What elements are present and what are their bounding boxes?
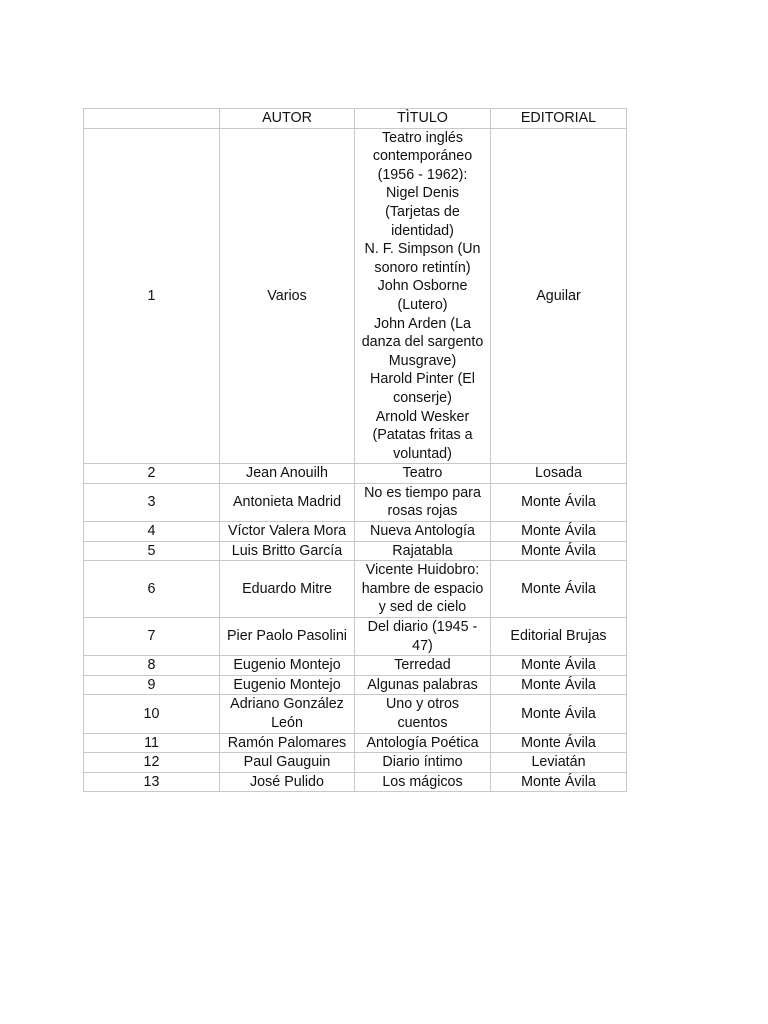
cell-number: 6: [84, 561, 220, 618]
titulo-line: Arnold Wesker (Patatas fritas a voluntad): [372, 408, 473, 462]
cell-editorial: Aguilar: [491, 128, 627, 464]
cell-autor: Eduardo Mitre: [220, 561, 355, 618]
cell-autor: Eugenio Montejo: [220, 656, 355, 676]
cell-editorial: Leviatán: [491, 753, 627, 773]
titulo-line: Teatro inglés contemporáneo (1956 - 1962):: [372, 129, 473, 183]
cell-titulo: Antología Poética: [355, 733, 491, 753]
cell-editorial: Editorial Brujas: [491, 618, 627, 656]
cell-editorial: Monte Ávila: [491, 541, 627, 561]
cell-editorial: Monte Ávila: [491, 561, 627, 618]
table-row: [84, 128, 627, 464]
cell-autor: Antonieta Madrid: [220, 483, 355, 521]
cell-autor: Víctor Valera Mora: [220, 522, 355, 542]
cell-autor: Jean Anouilh: [220, 464, 355, 484]
cell-editorial: Monte Ávila: [491, 522, 627, 542]
cell-autor: Paul Gauguin: [220, 753, 355, 773]
table-row: [84, 522, 627, 542]
cell-titulo: Algunas palabras: [355, 675, 491, 695]
cell-autor: Varios: [220, 128, 355, 464]
books-table: [83, 108, 627, 792]
table-row: [84, 541, 627, 561]
titulo-line: N. F. Simpson (Un sonoro retintín): [364, 241, 481, 276]
cell-editorial: Monte Ávila: [491, 772, 627, 792]
cell-titulo: [355, 128, 491, 464]
table-header-row: [84, 109, 627, 129]
table-body: [84, 128, 627, 792]
cell-titulo: Vicente Huidobro: hambre de espacio y sed de cielo: [355, 561, 491, 618]
cell-number: 11: [84, 733, 220, 753]
cell-titulo: Diario íntimo: [355, 753, 491, 773]
cell-editorial: Monte Ávila: [491, 733, 627, 753]
titulo-line: John Osborne (Lutero): [377, 278, 468, 313]
titulo-line: Nigel Denis (Tarjetas de identidad): [385, 185, 460, 239]
cell-titulo: Rajatabla: [355, 541, 491, 561]
table-row: [84, 618, 627, 656]
header-number: [84, 109, 220, 129]
cell-number: 1: [84, 128, 220, 464]
cell-number: 4: [84, 522, 220, 542]
cell-editorial: Monte Ávila: [491, 695, 627, 733]
header-titulo: TÌTULO: [355, 109, 491, 129]
titulo-line: John Arden (La danza del sargento Musgrave): [361, 315, 484, 369]
cell-titulo: No es tiempo para rosas rojas: [355, 483, 491, 521]
table-row: [84, 675, 627, 695]
table-row: [84, 656, 627, 676]
table-row: [84, 772, 627, 792]
header-editorial: EDITORIAL: [491, 109, 627, 129]
cell-number: 5: [84, 541, 220, 561]
cell-titulo: Uno y otros cuentos: [355, 695, 491, 733]
cell-number: 8: [84, 656, 220, 676]
cell-number: 3: [84, 483, 220, 521]
table-row: [84, 733, 627, 753]
cell-autor: Ramón Palomares: [220, 733, 355, 753]
cell-editorial: Monte Ávila: [491, 483, 627, 521]
cell-number: 10: [84, 695, 220, 733]
cell-titulo: Teatro: [355, 464, 491, 484]
cell-autor: Luis Britto García: [220, 541, 355, 561]
cell-titulo: Nueva Antología: [355, 522, 491, 542]
cell-number: 12: [84, 753, 220, 773]
cell-autor: Pier Paolo Pasolini: [220, 618, 355, 656]
table-row: [84, 753, 627, 773]
cell-number: 9: [84, 675, 220, 695]
cell-editorial: Monte Ávila: [491, 656, 627, 676]
cell-autor: Adriano González León: [220, 695, 355, 733]
cell-number: 7: [84, 618, 220, 656]
cell-titulo: Terredad: [355, 656, 491, 676]
cell-titulo: Los mágicos: [355, 772, 491, 792]
cell-titulo: Del diario (1945 - 47): [355, 618, 491, 656]
cell-autor: Eugenio Montejo: [220, 675, 355, 695]
cell-number: 13: [84, 772, 220, 792]
table-row: [84, 464, 627, 484]
cell-number: 2: [84, 464, 220, 484]
table-row: [84, 561, 627, 618]
titulo-line: Harold Pinter (El conserje): [370, 371, 475, 406]
cell-editorial: Monte Ávila: [491, 675, 627, 695]
table-row: [84, 695, 627, 733]
cell-autor: José Pulido: [220, 772, 355, 792]
cell-editorial: Losada: [491, 464, 627, 484]
table-row: [84, 483, 627, 521]
header-autor: AUTOR: [220, 109, 355, 129]
